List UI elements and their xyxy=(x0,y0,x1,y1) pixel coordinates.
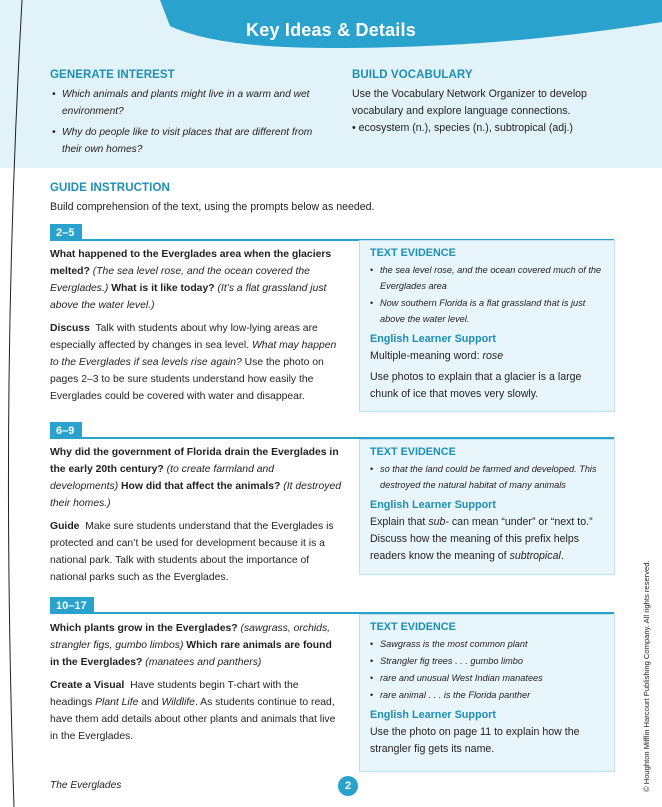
guide-instruction-heading: GUIDE INSTRUCTION xyxy=(50,182,170,194)
vocabulary-words xyxy=(352,120,622,137)
list-item: • so that the land could be farmed and developed. This destroyed the natural habitat of many animals xyxy=(370,461,604,493)
build-vocabulary-heading: BUILD VOCABULARY xyxy=(352,69,473,81)
els-text: Explain that xyxy=(370,516,426,528)
text-evidence-heading: TEXT EVIDENCE xyxy=(370,621,456,633)
activity-label: Guide xyxy=(50,521,80,532)
generate-interest-heading: GENERATE INTEREST xyxy=(50,69,175,81)
generate-interest-list xyxy=(52,86,314,162)
els-text: . xyxy=(560,550,564,562)
evidence-list xyxy=(370,262,604,327)
activity-label: Discuss xyxy=(50,323,90,334)
activity-text: . As students continue to read, have them add details about other plants and animals that live in the Everglades. xyxy=(50,697,336,742)
answer: (The sea level rose, and the ocean covered the Everglades.) xyxy=(50,266,310,294)
english-learner-text xyxy=(370,348,604,403)
els-text: Multiple-meaning word: xyxy=(370,350,480,362)
english-learner-heading: English Learner Support xyxy=(370,499,496,511)
pages-tab: 2–5 xyxy=(50,224,82,241)
evidence-list xyxy=(370,636,604,703)
book-title: The Everglades xyxy=(50,780,122,791)
answer: (manatees and panthers) xyxy=(145,657,262,668)
els-word: sub- xyxy=(428,516,449,528)
activity-label: Create a Visual xyxy=(50,680,125,691)
list-item: • Now southern Florida is a flat grassland that is just above the water level. xyxy=(370,295,604,327)
list-item: • Which animals and plants might live in a warm and wet environment? xyxy=(52,86,314,120)
decorative-curve xyxy=(0,0,30,807)
page-title: Key Ideas & Details xyxy=(246,20,416,40)
english-learner-heading: English Learner Support xyxy=(370,709,496,721)
text-evidence-heading: TEXT EVIDENCE xyxy=(370,247,456,259)
list-item: • rare animal . . . is the Florida panther xyxy=(370,687,604,703)
els-text: Use the photo on page 11 to explain how the strangler fig gets its name. xyxy=(370,726,580,755)
activity-question: What may happen to the Everglades if sea levels rise again? xyxy=(50,340,337,368)
els-word: rose xyxy=(482,350,504,362)
copyright-notice: © Houghton Mifflin Harcourt Publishing Company. All rights reserved. xyxy=(642,560,651,792)
pages-tab: 6–9 xyxy=(50,422,82,439)
question: Which plants grow in the Everglades? xyxy=(50,623,238,634)
question: Which rare animals are found in the Everglades? xyxy=(50,640,332,668)
answer: (sawgrass, orchids, strangler figs, gumbo limbos) xyxy=(50,623,331,651)
vocabulary-intro: Use the Vocabulary Network Organizer to develop vocabulary and explore language connections. xyxy=(352,88,587,117)
activity-text: Talk with students about why low-lying areas are especially affected by changes in sea level. xyxy=(50,323,318,351)
text-evidence-box xyxy=(359,439,615,575)
els-text: can mean “under” or “next to.” Discuss how the meaning of this prefix helps readers know the meaning of xyxy=(370,516,593,562)
activity-text: Use the photo on pages 2–3 to be sure students understand how easily the Everglades could be covered with water and disappear. xyxy=(50,357,324,402)
list-item: • rare and unusual West Indian manatees xyxy=(370,670,604,686)
guide-instruction-intro: Build comprehension of the text, using the prompts below as needed. xyxy=(50,201,375,213)
page-number: 2 xyxy=(338,776,358,796)
activity-term: Plant Life xyxy=(95,697,139,708)
bullet: • xyxy=(352,122,359,134)
els-word: subtropical xyxy=(509,550,561,562)
question: Why did the government of Florida drain the Everglades in the early 20th century? xyxy=(50,447,339,475)
section-3-text xyxy=(50,620,342,751)
english-learner-heading: English Learner Support xyxy=(370,333,496,345)
section-1-text xyxy=(50,246,342,411)
question: What happened to the Everglades area when the glaciers melted? xyxy=(50,249,332,277)
section-2-text xyxy=(50,444,342,592)
question: What is it like today? xyxy=(111,283,215,294)
answer: (to create farmland and developments) xyxy=(50,464,275,492)
list-item: • Why do people like to visit places that are different from their own homes? xyxy=(52,124,314,158)
activity-term: Wildlife xyxy=(161,697,195,708)
pages-tab: 10–17 xyxy=(50,597,94,614)
vocabulary-word-list: ecosystem (n.), species (n.), subtropical (adj.) xyxy=(358,122,573,134)
answer: (It’s a flat grassland just above the water level.) xyxy=(50,283,327,311)
activity-text: Make sure students understand that the Everglades is protected and can’t be used for development because it is a national park. Talk with students about the importance of national parks such as the Everglades. xyxy=(50,521,334,583)
list-item: • Sawgrass is the most common plant xyxy=(370,636,604,652)
text-evidence-heading: TEXT EVIDENCE xyxy=(370,446,456,458)
activity-text: Have students begin T-chart with the headings xyxy=(50,680,299,708)
english-learner-text xyxy=(370,724,604,758)
text-evidence-box xyxy=(359,614,615,772)
evidence-list xyxy=(370,461,604,493)
els-text: Use photos to explain that a glacier is a large chunk of ice that moves very slowly. xyxy=(370,371,582,400)
text-evidence-box xyxy=(359,240,615,412)
list-item: • Strangler fig trees . . . gumbo limbo xyxy=(370,653,604,669)
list-item: • the sea level rose, and the ocean covered much of the Everglades area xyxy=(370,262,604,294)
english-learner-text xyxy=(370,514,604,565)
answer: (It destroyed their homes.) xyxy=(50,481,342,509)
activity-text: and xyxy=(141,697,159,708)
question: How did that affect the animals? xyxy=(121,481,281,492)
